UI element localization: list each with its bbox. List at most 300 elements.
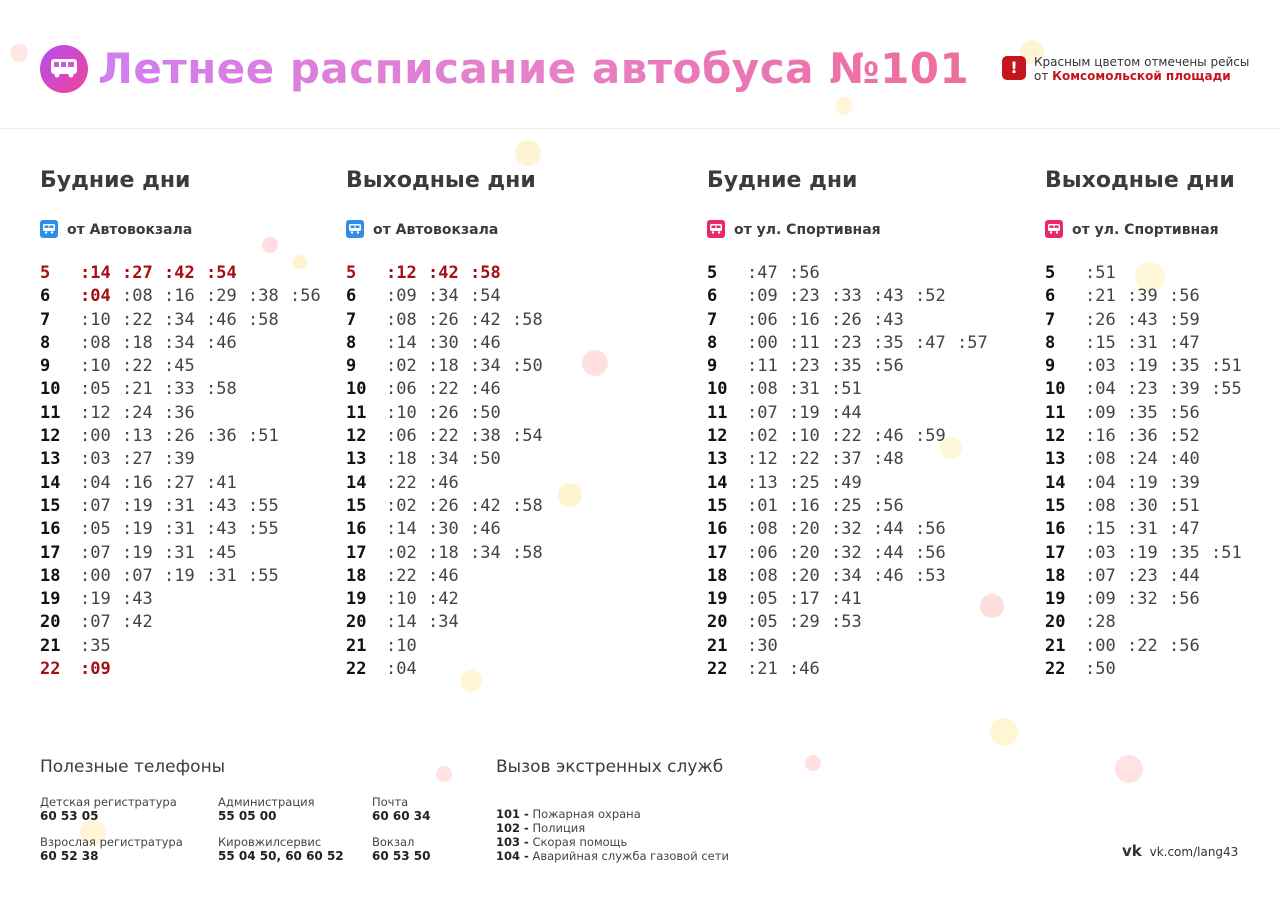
phones-title: Полезные телефоны bbox=[40, 757, 226, 777]
departure-minute: :10 bbox=[386, 635, 417, 656]
departure-minute: :56 bbox=[789, 263, 820, 283]
departure-minute: :07 bbox=[747, 402, 778, 423]
departure-minute: :51 bbox=[1085, 263, 1116, 283]
departure-minute: :46 bbox=[873, 565, 904, 586]
schedule-row bbox=[1045, 542, 1253, 565]
departure-minute: :09 bbox=[1085, 402, 1116, 423]
emergency-item: 102 - Полиция bbox=[496, 821, 586, 835]
schedule-row bbox=[346, 472, 554, 495]
hour-label: 22 bbox=[40, 659, 61, 680]
departure-minute: :12 bbox=[386, 263, 417, 283]
departure-minute: :10 bbox=[789, 426, 820, 447]
departure-minute: :22 bbox=[122, 356, 153, 377]
departure-minute: :14 bbox=[386, 612, 417, 633]
departure-minute: :46 bbox=[428, 565, 459, 586]
schedule-row bbox=[707, 448, 999, 471]
hour-label: 13 bbox=[346, 449, 367, 470]
schedule-row bbox=[707, 285, 999, 308]
departure-minute: :44 bbox=[1169, 565, 1200, 586]
schedule-row bbox=[346, 658, 554, 681]
hour-label: 10 bbox=[346, 379, 367, 400]
departure-minute: :32 bbox=[831, 519, 862, 540]
hour-label: 14 bbox=[40, 472, 61, 493]
emergency-services bbox=[496, 757, 729, 863]
schedule-row bbox=[1045, 448, 1253, 471]
schedule-column-weekend-bus-station bbox=[346, 168, 554, 681]
hour-label: 18 bbox=[40, 565, 61, 586]
departure-minute: :50 bbox=[470, 402, 501, 423]
departure-minute: :46 bbox=[206, 309, 237, 330]
departure-minute: :13 bbox=[122, 426, 153, 447]
direction-label: от Автовокзала bbox=[40, 220, 332, 240]
hour-label: 9 bbox=[1045, 356, 1056, 377]
departure-minute: :34 bbox=[831, 565, 862, 586]
departure-minute: :41 bbox=[206, 472, 237, 493]
departure-minute: :54 bbox=[512, 426, 543, 447]
bus-icon bbox=[707, 220, 725, 238]
hour-label: 9 bbox=[707, 356, 718, 377]
departure-minute: :10 bbox=[386, 589, 417, 610]
departure-minute: :56 bbox=[1169, 635, 1200, 656]
departure-minute: :26 bbox=[1085, 309, 1116, 330]
departure-minute: :15 bbox=[1085, 332, 1116, 353]
direction-label: от Автовокзала bbox=[346, 220, 554, 240]
departure-minute: :31 bbox=[206, 565, 237, 586]
schedule-row bbox=[346, 611, 554, 634]
departure-minute: :22 bbox=[386, 565, 417, 586]
day-type-title: Выходные дни bbox=[1045, 168, 1235, 193]
departure-minute: :08 bbox=[80, 332, 111, 353]
departure-minute: :55 bbox=[248, 495, 279, 516]
schedule-row bbox=[346, 309, 554, 332]
schedule-row bbox=[40, 262, 332, 285]
departure-minute: :45 bbox=[206, 542, 237, 563]
hour-label: 13 bbox=[707, 449, 728, 470]
schedule-row bbox=[1045, 425, 1253, 448]
hour-label: 14 bbox=[707, 472, 728, 493]
departure-minute: :16 bbox=[164, 286, 195, 307]
schedule-row bbox=[707, 472, 999, 495]
hour-label: 11 bbox=[346, 402, 367, 423]
departure-minute: :41 bbox=[831, 589, 862, 610]
departure-minute: :51 bbox=[1211, 356, 1242, 377]
useful-phones bbox=[40, 757, 431, 863]
departure-minute: :47 bbox=[1169, 332, 1200, 353]
departure-minute: :58 bbox=[512, 542, 543, 563]
departure-minute: :18 bbox=[122, 332, 153, 353]
departure-minute: :35 bbox=[873, 332, 904, 353]
departure-minute: :42 bbox=[122, 612, 153, 633]
emergency-item: 103 - Скорая помощь bbox=[496, 835, 628, 849]
departure-minute: :02 bbox=[386, 495, 417, 516]
departure-minute: :26 bbox=[831, 309, 862, 330]
departure-minute: :53 bbox=[915, 565, 946, 586]
departure-minute: :12 bbox=[747, 449, 778, 470]
departure-minute: :35 bbox=[831, 356, 862, 377]
hour-label: 5 bbox=[1045, 263, 1056, 283]
day-type-title: Выходные дни bbox=[346, 168, 536, 193]
schedule-row bbox=[40, 402, 332, 425]
hour-label: 17 bbox=[707, 542, 728, 563]
hour-label: 22 bbox=[707, 659, 728, 680]
schedule-row bbox=[707, 635, 999, 658]
departure-minute: :06 bbox=[386, 379, 417, 400]
departure-minute: :35 bbox=[1169, 542, 1200, 563]
departure-minute: :39 bbox=[1169, 379, 1200, 400]
hour-label: 18 bbox=[1045, 565, 1066, 586]
departure-minute: :46 bbox=[470, 379, 501, 400]
departure-minute: :43 bbox=[873, 309, 904, 330]
departure-minute: :20 bbox=[789, 565, 820, 586]
departure-minute: :13 bbox=[747, 472, 778, 493]
departure-minute: :31 bbox=[164, 542, 195, 563]
departure-minute: :18 bbox=[428, 356, 459, 377]
hour-label: 11 bbox=[40, 402, 61, 423]
schedule-row bbox=[346, 448, 554, 471]
departure-minute: :16 bbox=[789, 495, 820, 516]
schedule-row bbox=[707, 542, 999, 565]
departure-minute: :33 bbox=[164, 379, 195, 400]
hour-label: 12 bbox=[707, 426, 728, 447]
exclamation-icon: ! bbox=[1002, 56, 1026, 80]
schedule-row bbox=[707, 518, 999, 541]
schedule-row bbox=[1045, 332, 1253, 355]
departure-minute: :27 bbox=[122, 263, 153, 283]
departure-minute: :26 bbox=[428, 309, 459, 330]
departure-minute: :18 bbox=[428, 542, 459, 563]
departure-minute: :31 bbox=[1127, 519, 1158, 540]
hour-label: 8 bbox=[346, 332, 357, 353]
schedule-row bbox=[707, 378, 999, 401]
departure-minute: :58 bbox=[206, 379, 237, 400]
departure-minute: :04 bbox=[80, 286, 111, 307]
schedule-row bbox=[707, 565, 999, 588]
direction-label: от ул. Спортивная bbox=[707, 220, 999, 240]
departure-minute: :59 bbox=[1169, 309, 1200, 330]
schedule-row bbox=[346, 402, 554, 425]
departure-minute: :14 bbox=[386, 519, 417, 540]
departure-minute: :39 bbox=[1127, 286, 1158, 307]
departure-minute: :43 bbox=[873, 286, 904, 307]
departure-minute: :38 bbox=[248, 286, 279, 307]
hour-label: 19 bbox=[707, 589, 728, 610]
departure-minute: :58 bbox=[512, 495, 543, 516]
schedule-row bbox=[707, 495, 999, 518]
schedule-row bbox=[346, 565, 554, 588]
hour-label: 12 bbox=[40, 426, 61, 447]
departure-minute: :02 bbox=[386, 356, 417, 377]
hour-label: 6 bbox=[40, 286, 51, 307]
emergency-list bbox=[496, 807, 729, 863]
emergency-item: 104 - Аварийная служба газовой сети bbox=[496, 849, 729, 863]
schedule-row bbox=[1045, 588, 1253, 611]
departure-minute: :04 bbox=[1085, 472, 1116, 493]
schedule-row bbox=[707, 355, 999, 378]
hour-label: 20 bbox=[1045, 612, 1066, 633]
departure-minute: :32 bbox=[831, 542, 862, 563]
departure-minute: :56 bbox=[915, 519, 946, 540]
hour-label: 8 bbox=[707, 332, 718, 353]
schedule-row bbox=[346, 542, 554, 565]
departure-minute: :46 bbox=[428, 472, 459, 493]
departure-minute: :06 bbox=[747, 309, 778, 330]
departure-minute: :36 bbox=[206, 426, 237, 447]
hour-label: 12 bbox=[1045, 426, 1066, 447]
hour-label: 19 bbox=[40, 589, 61, 610]
schedule-row bbox=[40, 635, 332, 658]
departure-minute: :42 bbox=[428, 589, 459, 610]
departure-minute: :11 bbox=[747, 356, 778, 377]
schedule-row bbox=[40, 378, 332, 401]
departure-minute: :56 bbox=[873, 495, 904, 516]
departure-minute: :19 bbox=[789, 402, 820, 423]
departure-minute: :08 bbox=[122, 286, 153, 307]
schedule-row bbox=[1045, 635, 1253, 658]
hour-label: 20 bbox=[40, 612, 61, 633]
hour-label: 17 bbox=[1045, 542, 1066, 563]
departure-minute: :17 bbox=[789, 589, 820, 610]
departure-minute: :44 bbox=[831, 402, 862, 423]
page-title: Летнее расписание автобуса №101 bbox=[98, 44, 970, 93]
schedule-row bbox=[1045, 309, 1253, 332]
phone-entry: Детская регистратура 60 53 05 bbox=[40, 795, 177, 823]
departure-minute: :48 bbox=[873, 449, 904, 470]
departure-minute: :50 bbox=[512, 356, 543, 377]
schedule-row bbox=[40, 495, 332, 518]
hour-label: 8 bbox=[1045, 332, 1056, 353]
departure-minute: :32 bbox=[1127, 589, 1158, 610]
departure-minute: :58 bbox=[512, 309, 543, 330]
direction-label: от ул. Спортивная bbox=[1045, 220, 1253, 240]
departure-minute: :34 bbox=[428, 449, 459, 470]
emergency-title: Вызов экстренных служб bbox=[496, 757, 724, 777]
hour-label: 12 bbox=[346, 426, 367, 447]
departure-minute: :46 bbox=[206, 332, 237, 353]
departure-minute: :46 bbox=[470, 519, 501, 540]
hour-label: 5 bbox=[346, 263, 357, 283]
schedule-row bbox=[346, 262, 554, 285]
hour-label: 13 bbox=[40, 449, 61, 470]
hour-label: 5 bbox=[40, 263, 51, 283]
hour-label: 17 bbox=[40, 542, 61, 563]
day-type-title: Будние дни bbox=[707, 168, 858, 193]
schedule-rows bbox=[1045, 262, 1253, 681]
departure-minute: :47 bbox=[1169, 519, 1200, 540]
departure-minute: :07 bbox=[122, 565, 153, 586]
departure-minute: :19 bbox=[1127, 356, 1158, 377]
departure-minute: :42 bbox=[470, 495, 501, 516]
departure-minute: :09 bbox=[1085, 589, 1116, 610]
schedule-row bbox=[1045, 285, 1253, 308]
departure-minute: :19 bbox=[122, 519, 153, 540]
schedule-row bbox=[1045, 518, 1253, 541]
hour-label: 21 bbox=[346, 635, 367, 656]
header bbox=[0, 0, 1280, 129]
vk-link[interactable] bbox=[1122, 842, 1238, 860]
bus-icon bbox=[346, 220, 364, 238]
phone-entry: Почта 60 60 34 bbox=[372, 795, 431, 823]
departure-minute: :46 bbox=[873, 426, 904, 447]
hour-label: 15 bbox=[346, 495, 367, 516]
hour-label: 10 bbox=[707, 379, 728, 400]
departure-minute: :33 bbox=[831, 286, 862, 307]
departure-minute: :29 bbox=[206, 286, 237, 307]
departure-minute: :45 bbox=[164, 356, 195, 377]
hour-label: 10 bbox=[40, 379, 61, 400]
departure-minute: :34 bbox=[428, 286, 459, 307]
departure-minute: :11 bbox=[789, 332, 820, 353]
departure-minute: :22 bbox=[122, 309, 153, 330]
phone-entry: Взрослая регистратура 60 52 38 bbox=[40, 835, 183, 863]
emergency-item: 101 - Пожарная охрана bbox=[496, 807, 641, 821]
schedule-row bbox=[707, 402, 999, 425]
departure-minute: :03 bbox=[1085, 542, 1116, 563]
hour-label: 20 bbox=[707, 612, 728, 633]
departure-minute: :19 bbox=[122, 542, 153, 563]
departure-minute: :19 bbox=[80, 589, 111, 610]
departure-minute: :22 bbox=[428, 426, 459, 447]
departure-minute: :31 bbox=[164, 519, 195, 540]
departure-minute: :30 bbox=[747, 635, 778, 656]
departure-minute: :52 bbox=[1169, 426, 1200, 447]
departure-minute: :06 bbox=[747, 542, 778, 563]
departure-minute: :56 bbox=[290, 286, 321, 307]
departure-minute: :59 bbox=[915, 426, 946, 447]
departure-minute: :21 bbox=[122, 379, 153, 400]
hour-label: 7 bbox=[346, 309, 357, 330]
hour-label: 18 bbox=[346, 565, 367, 586]
schedule-row bbox=[346, 495, 554, 518]
departure-minute: :44 bbox=[873, 542, 904, 563]
schedule-column-weekday-sportivnaya bbox=[707, 168, 999, 681]
departure-minute: :36 bbox=[1127, 426, 1158, 447]
schedule-row bbox=[40, 611, 332, 634]
schedule-row bbox=[40, 309, 332, 332]
departure-minute: :55 bbox=[248, 519, 279, 540]
departure-minute: :31 bbox=[1127, 332, 1158, 353]
hour-label: 19 bbox=[1045, 589, 1066, 610]
schedule-row bbox=[1045, 495, 1253, 518]
hour-label: 8 bbox=[40, 332, 51, 353]
departure-minute: :55 bbox=[248, 565, 279, 586]
hour-label: 19 bbox=[346, 589, 367, 610]
schedule-rows bbox=[707, 262, 999, 681]
departure-minute: :58 bbox=[248, 309, 279, 330]
departure-minute: :51 bbox=[831, 379, 862, 400]
departure-minute: :54 bbox=[470, 286, 501, 307]
schedule-row bbox=[1045, 262, 1253, 285]
departure-minute: :22 bbox=[831, 426, 862, 447]
departure-minute: :08 bbox=[386, 309, 417, 330]
hour-label: 6 bbox=[707, 286, 718, 307]
hour-label: 17 bbox=[346, 542, 367, 563]
hour-label: 7 bbox=[1045, 309, 1056, 330]
departure-minute: :34 bbox=[164, 332, 195, 353]
schedule-row bbox=[346, 355, 554, 378]
departure-minute: :34 bbox=[164, 309, 195, 330]
hour-label: 11 bbox=[707, 402, 728, 423]
departure-minute: :53 bbox=[831, 612, 862, 633]
departure-minute: :19 bbox=[1127, 542, 1158, 563]
hour-label: 16 bbox=[707, 519, 728, 540]
departure-minute: :15 bbox=[1085, 519, 1116, 540]
departure-minute: :28 bbox=[1085, 612, 1116, 633]
legend-text: Красным цветом отмечены рейсы от Комсомольской площади bbox=[1034, 55, 1250, 83]
departure-minute: :04 bbox=[1085, 379, 1116, 400]
departure-minute: :36 bbox=[164, 402, 195, 423]
departure-minute: :01 bbox=[747, 495, 778, 516]
hour-label: 6 bbox=[1045, 286, 1056, 307]
departure-minute: :24 bbox=[122, 402, 153, 423]
hour-label: 15 bbox=[707, 495, 728, 516]
hour-label: 16 bbox=[40, 519, 61, 540]
bus-icon bbox=[40, 220, 58, 238]
bus-icon bbox=[1045, 220, 1063, 238]
departure-minute: :22 bbox=[386, 472, 417, 493]
hour-label: 18 bbox=[707, 565, 728, 586]
schedule-row bbox=[346, 425, 554, 448]
schedule-rows bbox=[346, 262, 554, 681]
departure-minute: :56 bbox=[1169, 286, 1200, 307]
departure-minute: :56 bbox=[1169, 402, 1200, 423]
schedule-row bbox=[40, 285, 332, 308]
hour-label: 13 bbox=[1045, 449, 1066, 470]
bus-icon bbox=[50, 57, 78, 79]
vk-url[interactable]: vk.com/lang43 bbox=[1149, 845, 1239, 859]
departure-minute: :05 bbox=[80, 379, 111, 400]
departure-minute: :19 bbox=[1127, 472, 1158, 493]
schedule-row bbox=[707, 658, 999, 681]
schedule-row bbox=[346, 332, 554, 355]
departure-minute: :27 bbox=[164, 472, 195, 493]
schedule-row bbox=[346, 588, 554, 611]
departure-minute: :00 bbox=[80, 565, 111, 586]
departure-minute: :38 bbox=[470, 426, 501, 447]
schedule-row bbox=[40, 588, 332, 611]
departure-minute: :47 bbox=[915, 332, 946, 353]
departure-minute: :05 bbox=[747, 589, 778, 610]
departure-minute: :26 bbox=[428, 402, 459, 423]
departure-minute: :08 bbox=[1085, 449, 1116, 470]
departure-minute: :43 bbox=[206, 495, 237, 516]
hour-label: 5 bbox=[707, 263, 718, 283]
departure-minute: :23 bbox=[789, 356, 820, 377]
schedule-row bbox=[40, 448, 332, 471]
schedule-row bbox=[707, 588, 999, 611]
departure-minute: :08 bbox=[747, 519, 778, 540]
hour-label: 22 bbox=[1045, 659, 1066, 680]
departure-minute: :54 bbox=[206, 263, 237, 283]
departure-minute: :16 bbox=[122, 472, 153, 493]
departure-minute: :24 bbox=[1127, 449, 1158, 470]
departure-minute: :02 bbox=[386, 542, 417, 563]
departure-minute: :44 bbox=[873, 519, 904, 540]
departure-minute: :39 bbox=[164, 449, 195, 470]
departure-minute: :14 bbox=[80, 263, 111, 283]
departure-minute: :42 bbox=[164, 263, 195, 283]
departure-minute: :06 bbox=[386, 426, 417, 447]
phone-entry: Вокзал 60 53 50 bbox=[372, 835, 431, 863]
departure-minute: :56 bbox=[1169, 589, 1200, 610]
schedule-column-weekday-bus-station bbox=[40, 168, 332, 681]
departure-minute: :07 bbox=[1085, 565, 1116, 586]
schedule-row bbox=[707, 309, 999, 332]
hour-label: 21 bbox=[40, 635, 61, 656]
bus-logo bbox=[40, 45, 88, 93]
departure-minute: :50 bbox=[1085, 659, 1116, 680]
departure-minute: :26 bbox=[428, 495, 459, 516]
departure-minute: :00 bbox=[80, 426, 111, 447]
